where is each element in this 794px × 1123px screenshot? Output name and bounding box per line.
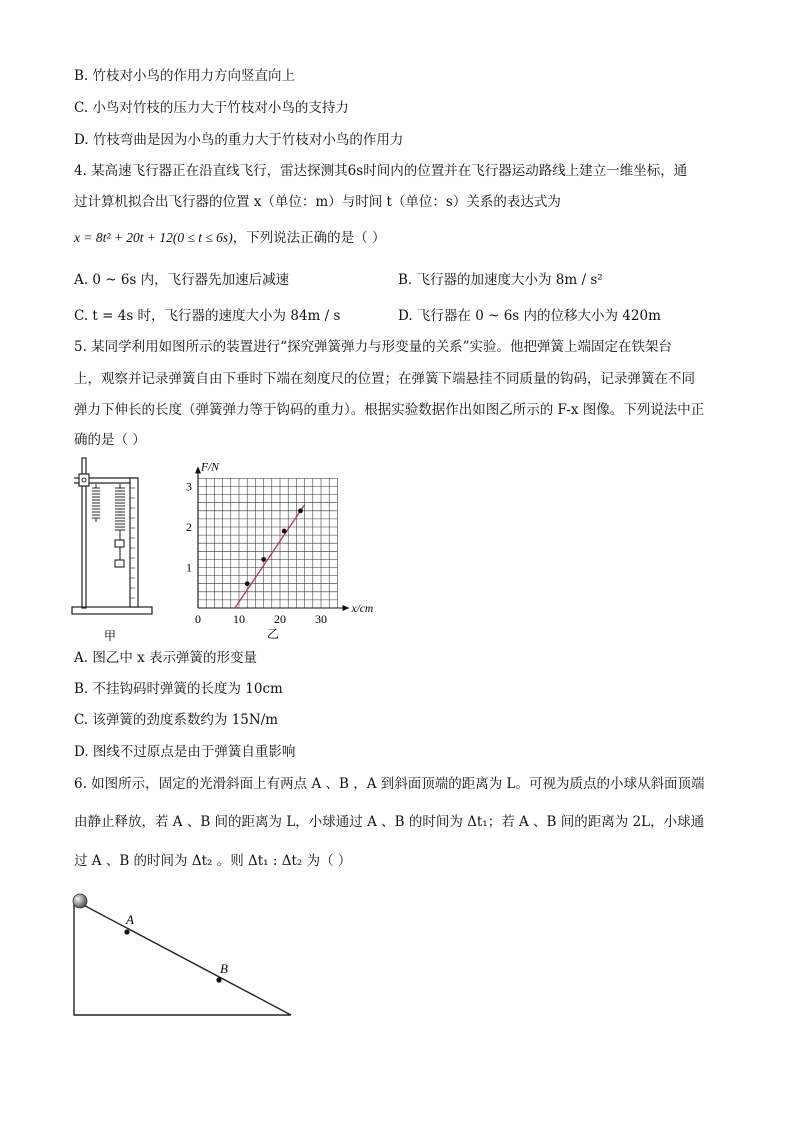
apparatus-figure: [66, 456, 162, 646]
data-point: [298, 508, 303, 513]
fit-line: [235, 505, 305, 608]
q5-option-b: B. 不挂钩码时弹簧的长度为 10cm: [74, 681, 283, 697]
spring-loaded: [115, 484, 125, 540]
chart-series: [235, 505, 305, 608]
x-tick-label: 0: [195, 612, 201, 626]
label-a: A: [126, 912, 134, 927]
hook-weights: [115, 540, 124, 567]
clamp: [79, 474, 89, 486]
point-b: [216, 977, 221, 982]
y-tick-label: 1: [186, 560, 192, 575]
q5-stem-line2: 上，观察并记录弹簧自由下垂时下端在刻度尺的位置；在弹簧下端悬挂不同质量的钩码，记录弹簧在不同: [74, 371, 695, 387]
x-tick-label: 30: [315, 612, 327, 626]
q5-option-c: C. 该弹簧的劲度系数约为 15N/m: [74, 712, 279, 728]
q4-option-d: D. 飞行器在 0 ~ 6s 内的位移大小为 420m: [398, 308, 661, 324]
q4-option-c: C. t = 4s 时，飞行器的速度大小为 84m / s: [74, 308, 341, 324]
fx-chart: [178, 461, 374, 642]
q4-option-b: B. 飞行器的加速度大小为 8m / s²: [398, 272, 603, 288]
q5-stem-line4: 确的是（ ）: [74, 432, 146, 448]
data-point: [245, 581, 250, 586]
x-tick-label: 10: [233, 612, 245, 626]
q5-option-d: D. 图线不过原点是由于弹簧自重影响: [74, 744, 296, 760]
q4-stem-line3: [74, 228, 385, 248]
incline-figure: [62, 888, 302, 1023]
q3-option-c: C. 小鸟对竹枝的压力大于竹枝对小鸟的支持力: [74, 100, 349, 116]
q6-stem-line2: 由静止释放，若 A 、B 间的距离为 L，小球通过 A 、B 的时间为 Δt₁；若 A 、B 间的距离为 2L，小球通: [74, 814, 705, 830]
spring-free: [92, 484, 100, 522]
ball: [73, 894, 87, 908]
q4-option-a: A. 0 ~ 6s 内，飞行器先加速后减速: [74, 272, 290, 288]
ruler: [130, 478, 138, 607]
fig-label-jia: 甲: [103, 629, 117, 643]
chart-axes: [186, 461, 373, 626]
q4-formula: x = 8t² + 20t + 12(0 ≤ t ≤ 6s): [74, 230, 233, 245]
x-axis-arrow: [343, 605, 350, 611]
data-point: [282, 529, 287, 534]
y-tick-label: 3: [186, 479, 192, 494]
q5-stem-line3: 弹力下伸长的长度（弹簧弹力等于钩码的重力）。根据实验数据作出如图乙所示的 F-x 图像。下列说法中正: [74, 402, 705, 418]
y-tick-label: 2: [186, 520, 192, 534]
data-point: [261, 557, 266, 562]
x-tick-label: 20: [274, 612, 286, 626]
q4-stem-line2: 过计算机拟合出飞行器的位置 x（单位：m）与时间 t（单位：s）关系的表达式为: [74, 194, 561, 210]
chart-grid: [198, 478, 337, 608]
q6-stem-line3: 过 A 、B 的时间为 Δt₂ 。则 Δt₁ : Δt₂ 为（ ）: [74, 853, 352, 869]
q4-stem-suffix: ，下列说法正确的是（ ）: [232, 230, 386, 246]
incline: [74, 900, 291, 1015]
q5-option-a: A. 图乙中 x 表示弹簧的形变量: [74, 650, 258, 666]
q3-option-b: B. 竹枝对小鸟的作用力方向竖直向上: [74, 68, 296, 84]
q3-option-d: D. 竹枝弯曲是因为小鸟的重力大于竹枝对小鸟的作用力: [74, 132, 404, 148]
y-axis-label: F/N: [201, 461, 219, 474]
x-axis-label: x/cm: [351, 603, 374, 615]
q5-stem-line1: 5. 某同学利用如图所示的装置进行“探究弹簧弹力与形变量的关系”实验。他把弹簧上端固定在铁架台: [74, 339, 672, 355]
q4-stem-line1: 4. 某高速飞行器正在沿直线飞行，雷达探测其6s时间内的位置并在飞行器运动路线上建立一维坐标，通: [74, 163, 688, 179]
point-a: [124, 929, 129, 934]
fig-label-yi: 乙: [266, 627, 280, 641]
q6-stem-line1: 6. 如图所示，固定的光滑斜面上有两点 A 、B ，A 到斜面顶端的距离为 L。可视为质点的小球从斜面顶端: [74, 776, 705, 792]
label-b: B: [220, 961, 228, 976]
